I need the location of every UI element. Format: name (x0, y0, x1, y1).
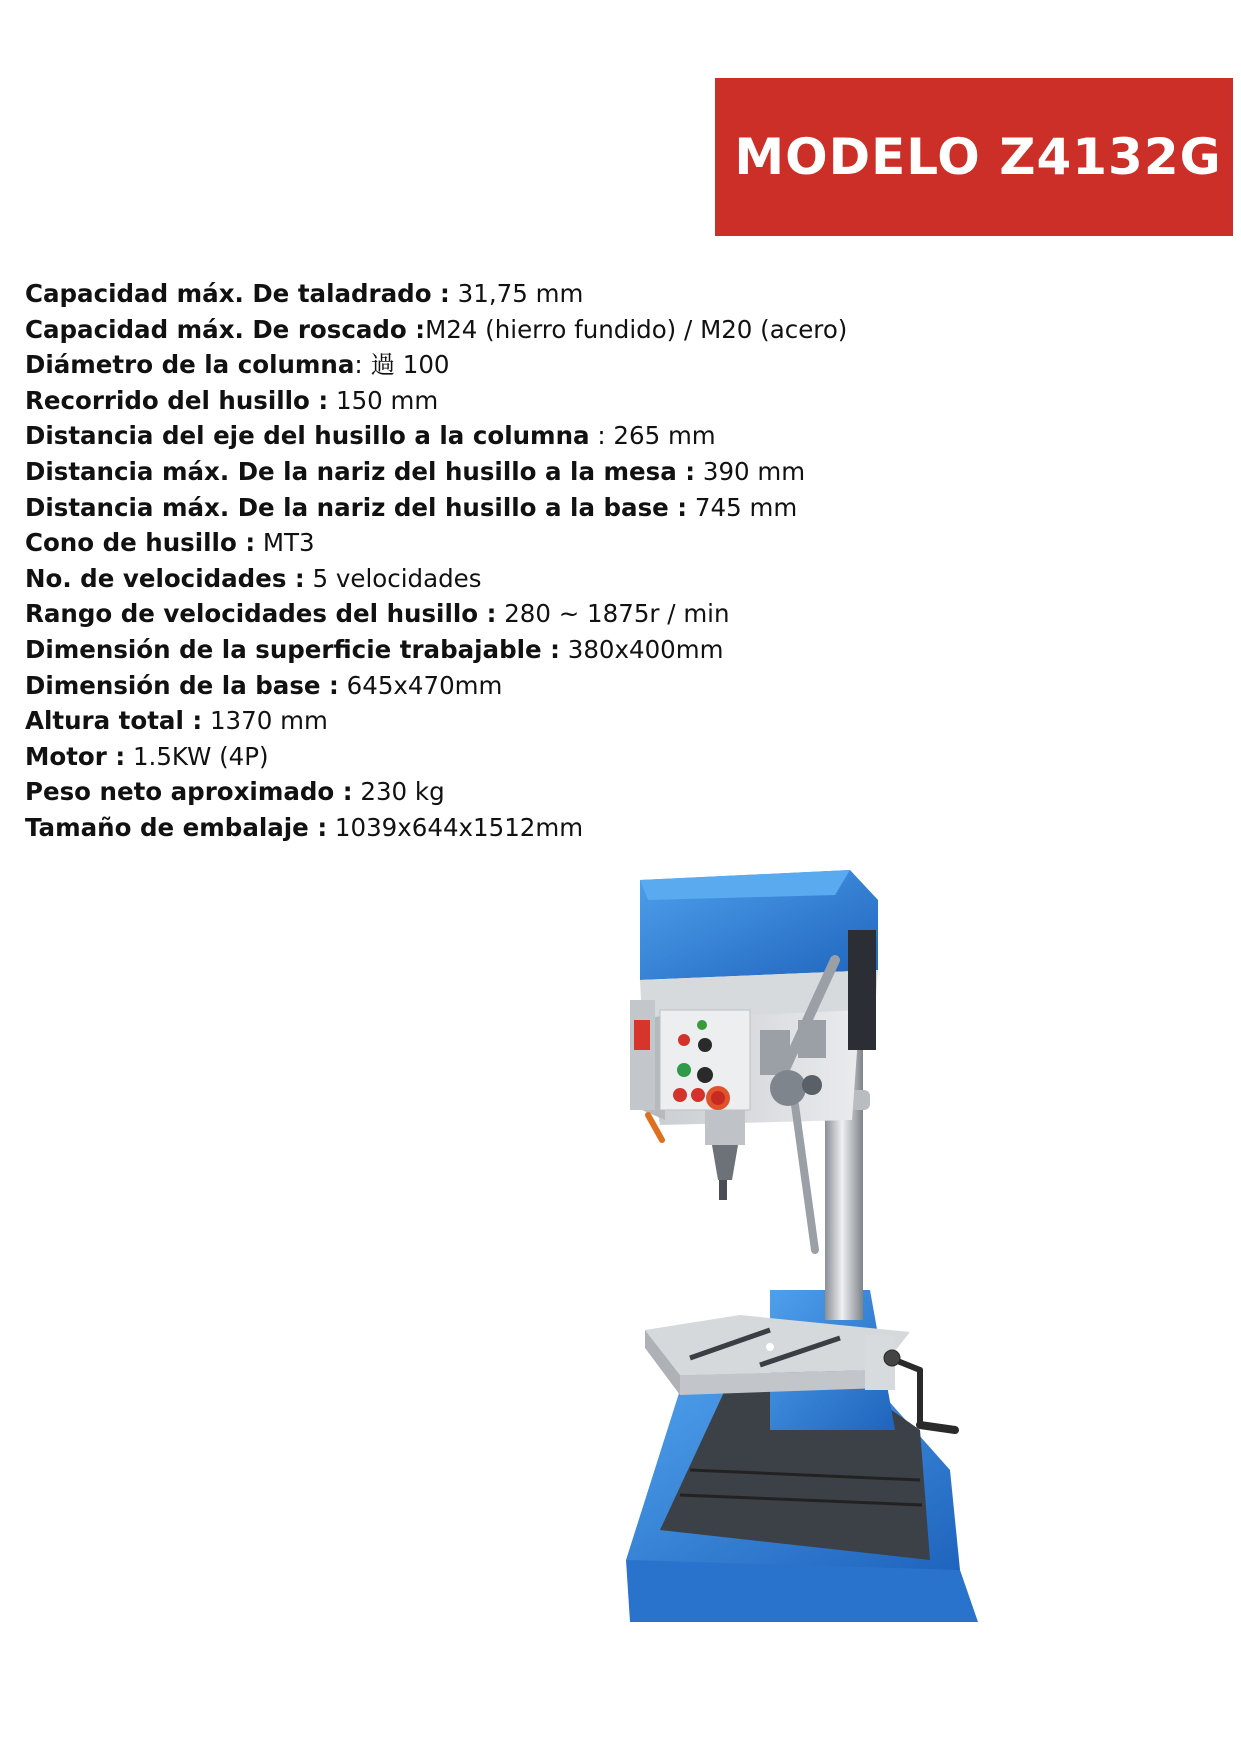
spec-row (25, 596, 1125, 632)
spec-row (25, 312, 1125, 348)
spec-value: 31,75 mm (449, 279, 584, 308)
model-title: MODELO Z4132G (734, 128, 1222, 186)
spec-label: Distancia máx. De la nariz del husillo a la base : (25, 492, 688, 522)
spec-row (25, 774, 1125, 810)
side-panel (630, 1000, 655, 1110)
model-banner (715, 78, 1233, 236)
spec-row (25, 276, 1125, 312)
spec-value: 5 velocidades (304, 563, 482, 593)
spec-label: Recorrido del husillo : (25, 385, 329, 415)
spec-row (25, 525, 1125, 561)
spec-row (25, 418, 1125, 454)
spec-label: Distancia máx. De la nariz del husillo a la mesa : (25, 456, 696, 486)
spec-value: 1370 mm (202, 706, 328, 736)
spec-label: Altura total : (25, 706, 203, 736)
spec-value: M24 (hierro fundido) / M20 (acero) (425, 314, 848, 344)
spec-value: 1.5KW (4P) (125, 741, 269, 771)
spec-list (25, 276, 1125, 846)
main-switch (634, 1020, 650, 1050)
spec-label: Dimensión de la base : (25, 670, 339, 700)
spec-row (25, 632, 1125, 668)
spec-value: : 過 100 (354, 350, 450, 380)
spec-label: Peso neto aproximado : (25, 777, 353, 807)
spec-value: 1039x644x1512mm (327, 812, 584, 842)
spec-label: Motor : (25, 741, 126, 771)
spec-value: MT3 (255, 528, 315, 558)
spec-label: Distancia del eje del husillo a la columna (25, 421, 590, 451)
spec-value: : 265 mm (589, 421, 716, 451)
spec-value: 380x400mm (559, 634, 724, 664)
spec-label: Tamaño de embalaje : (25, 812, 328, 842)
spec-label: No. de velocidades : (25, 563, 305, 593)
spec-label: Dimensión de la superficie trabajable : (25, 634, 560, 664)
spec-row (25, 454, 1125, 490)
drill-press-illustration (620, 870, 1020, 1730)
spec-label: Capacidad máx. De roscado : (25, 314, 426, 344)
spindle-chuck (705, 1110, 745, 1200)
spec-row (25, 383, 1125, 419)
spec-row (25, 810, 1125, 846)
spec-label: Rango de velocidades del husillo : (25, 599, 497, 629)
spec-value: 390 mm (695, 456, 806, 486)
spec-row (25, 490, 1125, 526)
spec-label: Cono de husillo : (25, 528, 256, 558)
spec-value: 230 kg (352, 777, 445, 807)
spec-value: 645x470mm (338, 670, 503, 700)
spec-row (25, 347, 1125, 383)
spec-row (25, 703, 1125, 739)
spec-value: 745 mm (687, 492, 798, 522)
spec-row (25, 739, 1125, 775)
spec-label: Capacidad máx. De taladrado : (25, 279, 450, 308)
motor (848, 930, 876, 1050)
control-panel (660, 1010, 750, 1110)
spec-row (25, 668, 1125, 704)
spec-row (25, 561, 1125, 597)
spec-value: 280 ~ 1875r / min (496, 599, 730, 629)
spec-label: Diámetro de la columna (25, 350, 355, 380)
spec-value: 150 mm (328, 385, 439, 415)
